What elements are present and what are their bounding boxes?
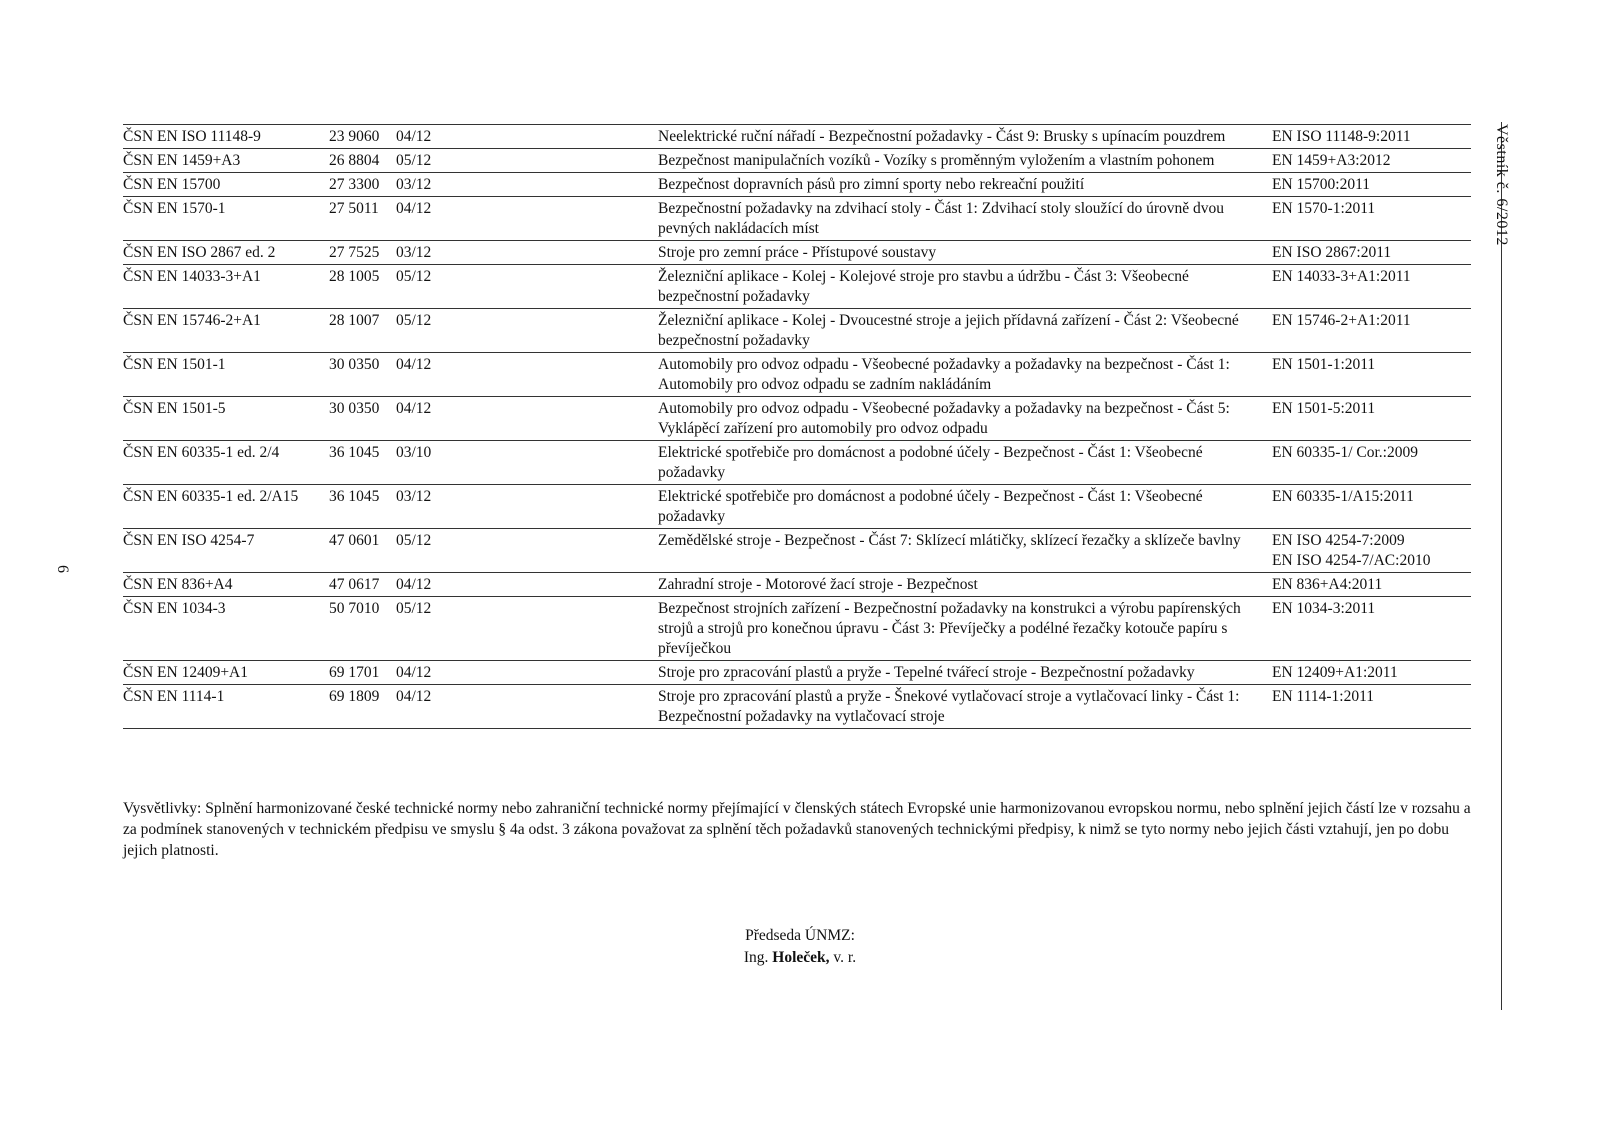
classification-code-cell [329, 309, 396, 353]
standards-table-container [123, 124, 1471, 729]
issue-date-text: 04/12 [396, 664, 432, 681]
standard-designation-text: ČSN EN 1501-1 [123, 356, 226, 373]
signature-prefix: Ing. [743, 949, 769, 966]
issue-date-text: 04/12 [396, 128, 432, 145]
standard-designation-text: ČSN EN 1501-5 [123, 400, 226, 417]
classification-code-text: 69 1701 [329, 664, 380, 681]
issue-date-cell [396, 597, 658, 661]
table-row [123, 597, 1471, 661]
table-row [123, 173, 1471, 197]
issue-date-text: 04/12 [396, 576, 432, 593]
european-standard-text: EN ISO 2867:2011 [1272, 244, 1392, 261]
table-row [123, 197, 1471, 241]
standard-designation-cell [123, 441, 329, 485]
table-row [123, 485, 1471, 529]
standard-designation-cell [123, 197, 329, 241]
table-row [123, 309, 1471, 353]
signature-suffix: v. r. [833, 949, 857, 966]
issue-date-cell [396, 353, 658, 397]
page-number: 6 [54, 565, 71, 573]
classification-code-cell [329, 485, 396, 529]
classification-code-cell [329, 441, 396, 485]
table-row [123, 661, 1471, 685]
table-row [123, 353, 1471, 397]
issue-date-text: 03/12 [396, 244, 432, 261]
standard-designation-cell [123, 173, 329, 197]
table-row [123, 573, 1471, 597]
issue-date-cell [396, 661, 658, 685]
table-row [123, 149, 1471, 173]
table-row [123, 529, 1471, 573]
issue-date-cell [396, 197, 658, 241]
european-standard-text: EN 15746-2+A1:2011 [1272, 312, 1411, 329]
standard-designation-text: ČSN EN 15746-2+A1 [123, 312, 261, 329]
classification-code-cell [329, 125, 396, 149]
european-standard-cell [1272, 241, 1471, 265]
issue-date-text: 04/12 [396, 200, 432, 217]
standard-designation-cell [123, 241, 329, 265]
classification-code-text: 69 1809 [329, 688, 380, 705]
standard-designation-text: ČSN EN 1114-1 [123, 688, 225, 705]
issue-date-cell [396, 265, 658, 309]
european-standard-text: EN ISO 11148-9:2011 [1272, 128, 1411, 145]
european-standard-cell [1272, 597, 1471, 661]
european-standard-text: EN 60335-1/A15:2011 [1272, 488, 1414, 505]
classification-code-cell [329, 685, 396, 729]
issue-date-text: 03/12 [396, 176, 432, 193]
european-standard-cell [1272, 685, 1471, 729]
standards-table [123, 124, 1471, 729]
standard-title-text: Stroje pro zemní práce - Přístupové soustavy [658, 244, 937, 261]
european-standard-cell [1272, 197, 1471, 241]
table-row [123, 441, 1471, 485]
classification-code-text: 27 5011 [329, 200, 379, 217]
issue-date-cell [396, 149, 658, 173]
standard-title-cell [658, 441, 1272, 485]
european-standard-text: EN 836+A4:2011 [1272, 576, 1383, 593]
classification-code-cell [329, 353, 396, 397]
standard-title-cell [658, 685, 1272, 729]
classification-code-cell [329, 173, 396, 197]
classification-code-text: 26 8804 [329, 152, 380, 169]
standard-title-text: Bezpečnostní požadavky na zdvihací stoly - Část 1: Zdvihací stoly sloužící do úrovně dvou pevných nakládacích míst [658, 200, 1225, 237]
standard-designation-text: ČSN EN 60335-1 ed. 2/4 [123, 444, 280, 461]
issue-date-cell [396, 685, 658, 729]
european-standard-cell [1272, 265, 1471, 309]
standard-designation-cell [123, 397, 329, 441]
standard-title-cell [658, 353, 1272, 397]
standard-designation-cell [123, 125, 329, 149]
classification-code-text: 27 3300 [329, 176, 380, 193]
issue-date-cell [396, 309, 658, 353]
issue-date-cell [396, 173, 658, 197]
standard-title-cell [658, 397, 1272, 441]
standard-title-text: Stroje pro zpracování plastů a pryže - Šnekové vytlačovací stroje a vytlačovací linky - Část 1: Bezpečnostní požadavky na vytlačovací stroje [658, 688, 1240, 725]
standard-title-text: Elektrické spotřebiče pro domácnost a podobné účely - Bezpečnost - Část 1: Všeobecné požadavky [658, 444, 1203, 481]
classification-code-text: 47 0601 [329, 532, 380, 549]
standard-designation-cell [123, 573, 329, 597]
standard-designation-text: ČSN EN 60335-1 ed. 2/A15 [123, 488, 299, 505]
standard-designation-text: ČSN EN 836+A4 [123, 576, 233, 593]
standard-title-text: Železniční aplikace - Kolej - Kolejové stroje pro stavbu a údržbu - Část 3: Všeobecné bezpečnostní požadavky [658, 268, 1189, 305]
issue-date-cell [396, 241, 658, 265]
standard-title-text: Neelektrické ruční nářadí - Bezpečnostní požadavky - Část 9: Brusky s upínacím pouzdrem [658, 128, 1226, 145]
european-standard-text: EN 12409+A1:2011 [1272, 664, 1398, 681]
standard-designation-text: ČSN EN ISO 4254-7 [123, 532, 255, 549]
issue-date-cell [396, 441, 658, 485]
standard-designation-text: ČSN EN 15700 [123, 176, 221, 193]
standard-title-cell [658, 573, 1272, 597]
european-standard-cell [1272, 173, 1471, 197]
classification-code-cell [329, 241, 396, 265]
standard-title-text: Zahradní stroje - Motorové žací stroje - Bezpečnost [658, 576, 978, 593]
european-standard-cell [1272, 485, 1471, 529]
classification-code-cell [329, 149, 396, 173]
european-standard-cell [1272, 529, 1471, 573]
standard-title-text: Železniční aplikace - Kolej - Dvoucestné stroje a jejich přídavná zařízení - Část 2: Všeobecné bezpečnostní požadavky [658, 312, 1239, 349]
european-standard-cell [1272, 661, 1471, 685]
issue-date-text: 04/12 [396, 688, 432, 705]
standard-title-cell [658, 309, 1272, 353]
issue-date-text: 03/10 [396, 444, 432, 461]
classification-code-text: 28 1005 [329, 268, 380, 285]
table-row [123, 241, 1471, 265]
issue-date-cell [396, 529, 658, 573]
issue-date-cell [396, 397, 658, 441]
standard-title-cell [658, 529, 1272, 573]
european-standard-amendment-text: EN ISO 4254-7/AC:2010 [1272, 552, 1431, 569]
issue-date-cell [396, 485, 658, 529]
issue-date-text: 04/12 [396, 400, 432, 417]
issue-date-text: 05/12 [396, 600, 432, 617]
standard-designation-text: ČSN EN 1570-1 [123, 200, 226, 217]
standard-title-cell [658, 265, 1272, 309]
european-standard-text: EN 60335-1/ Cor.:2009 [1272, 444, 1418, 461]
european-standard-text: EN 1034-3:2011 [1272, 600, 1376, 617]
standard-title-cell [658, 197, 1272, 241]
issue-date-text: 03/12 [396, 488, 432, 505]
standard-designation-cell [123, 149, 329, 173]
table-row [123, 397, 1471, 441]
european-standard-cell [1272, 441, 1471, 485]
issue-date-cell [396, 125, 658, 149]
standard-title-cell [658, 125, 1272, 149]
signature-name: Holeček, [772, 949, 830, 966]
standard-title-cell [658, 241, 1272, 265]
signature-block [640, 925, 960, 969]
classification-code-cell [329, 597, 396, 661]
european-standard-text: EN 14033-3+A1:2011 [1272, 268, 1411, 285]
standard-designation-cell [123, 597, 329, 661]
signature-role: Předseda ÚNMZ: [745, 927, 855, 944]
european-standard-cell [1272, 353, 1471, 397]
standard-designation-cell [123, 309, 329, 353]
standard-title-text: Automobily pro odvoz odpadu - Všeobecné požadavky a požadavky na bezpečnost - Část 1: Automobily pro odvoz odpadu se zadním nakládáním [658, 356, 1230, 393]
standard-designation-text: ČSN EN ISO 11148-9 [123, 128, 261, 145]
issue-date-text: 05/12 [396, 312, 432, 329]
table-row [123, 125, 1471, 149]
standard-designation-text: ČSN EN 1034-3 [123, 600, 226, 617]
journal-issue-label: Věstník č. 6/2012 [1493, 124, 1510, 246]
standard-designation-cell [123, 661, 329, 685]
european-standard-cell [1272, 397, 1471, 441]
standard-title-text: Elektrické spotřebiče pro domácnost a podobné účely - Bezpečnost - Část 1: Všeobecné požadavky [658, 488, 1203, 525]
classification-code-text: 30 0350 [329, 400, 380, 417]
table-row [123, 685, 1471, 729]
standard-designation-text: ČSN EN 1459+A3 [123, 152, 241, 169]
issue-date-text: 04/12 [396, 356, 432, 373]
classification-code-text: 28 1007 [329, 312, 380, 329]
table-row [123, 265, 1471, 309]
european-standard-text: EN 15700:2011 [1272, 176, 1371, 193]
european-standard-cell [1272, 149, 1471, 173]
standard-title-cell [658, 661, 1272, 685]
issue-date-text: 05/12 [396, 152, 432, 169]
classification-code-text: 23 9060 [329, 128, 380, 145]
standard-title-text: Bezpečnost manipulačních vozíků - Vozíky s proměnným vyložením a vlastním pohonem [658, 152, 1215, 169]
classification-code-text: 36 1045 [329, 488, 380, 505]
european-standard-text: EN 1501-5:2011 [1272, 400, 1376, 417]
standard-designation-cell [123, 353, 329, 397]
issue-date-text: 05/12 [396, 268, 432, 285]
classification-code-text: 36 1045 [329, 444, 380, 461]
standard-title-cell [658, 485, 1272, 529]
european-standard-text: EN 1459+A3:2012 [1272, 152, 1391, 169]
classification-code-text: 47 0617 [329, 576, 380, 593]
issue-date-cell [396, 573, 658, 597]
signature-line [640, 947, 960, 969]
explanatory-notes: Vysvětlivky: Splnění harmonizované české technické normy nebo zahraniční technické normy přejímající v členských státech Evropské unie harmonizovanou evropskou normu, nebo splnění jejich částí lze v rozsahu a za podmínek stanovených v technickém předpisu ve smyslu § 4a odst. 3 zákona považovat za splnění těch požadavků stanovených technickými předpisy, k nimž se tyto normy nebo jejich části vztahují, jen po dobu jejich platnosti. [123, 800, 1471, 859]
standard-designation-text: ČSN EN ISO 2867 ed. 2 [123, 244, 276, 261]
classification-code-cell [329, 529, 396, 573]
european-standard-text: EN 1570-1:2011 [1272, 200, 1376, 217]
classification-code-text: 50 7010 [329, 600, 380, 617]
standard-designation-text: ČSN EN 14033-3+A1 [123, 268, 261, 285]
european-standard-text: EN 1501-1:2011 [1272, 356, 1376, 373]
issue-date-text: 05/12 [396, 532, 432, 549]
classification-code-cell [329, 265, 396, 309]
standard-designation-cell [123, 265, 329, 309]
european-standard-cell [1272, 309, 1471, 353]
standard-title-text: Bezpečnost strojních zařízení - Bezpečnostní požadavky na konstrukci a výrobu papírenských strojů a strojů pro konečnou úpravu - Část 3: Převíječky a podélné řezačky kotouče papíru s převíječkou [658, 600, 1241, 657]
european-standard-text: EN ISO 4254-7:2009 [1272, 532, 1405, 549]
standard-title-text: Zemědělské stroje - Bezpečnost - Část 7: Sklízecí mlátičky, sklízecí řezačky a sklízeče bavlny [658, 532, 1241, 549]
classification-code-text: 27 7525 [329, 244, 380, 261]
standard-designation-cell [123, 685, 329, 729]
standard-designation-text: ČSN EN 12409+A1 [123, 664, 248, 681]
standard-designation-cell [123, 485, 329, 529]
standard-title-text: Bezpečnost dopravních pásů pro zimní sporty nebo rekreační použití [658, 176, 1085, 193]
standard-designation-cell [123, 529, 329, 573]
standard-title-cell [658, 149, 1272, 173]
standard-title-cell [658, 173, 1272, 197]
classification-code-cell [329, 573, 396, 597]
european-standard-cell [1272, 573, 1471, 597]
classification-code-text: 30 0350 [329, 356, 380, 373]
standard-title-cell [658, 597, 1272, 661]
classification-code-cell [329, 661, 396, 685]
standard-title-text: Stroje pro zpracování plastů a pryže - Tepelné tvářecí stroje - Bezpečnostní požadavky [658, 664, 1195, 681]
european-standard-cell [1272, 125, 1471, 149]
classification-code-cell [329, 397, 396, 441]
standard-title-text: Automobily pro odvoz odpadu - Všeobecné požadavky a požadavky na bezpečnost - Část 5: Vyklápěcí zařízení pro automobily pro odvoz odpadu [658, 400, 1230, 437]
european-standard-text: EN 1114-1:2011 [1272, 688, 1375, 705]
classification-code-cell [329, 197, 396, 241]
